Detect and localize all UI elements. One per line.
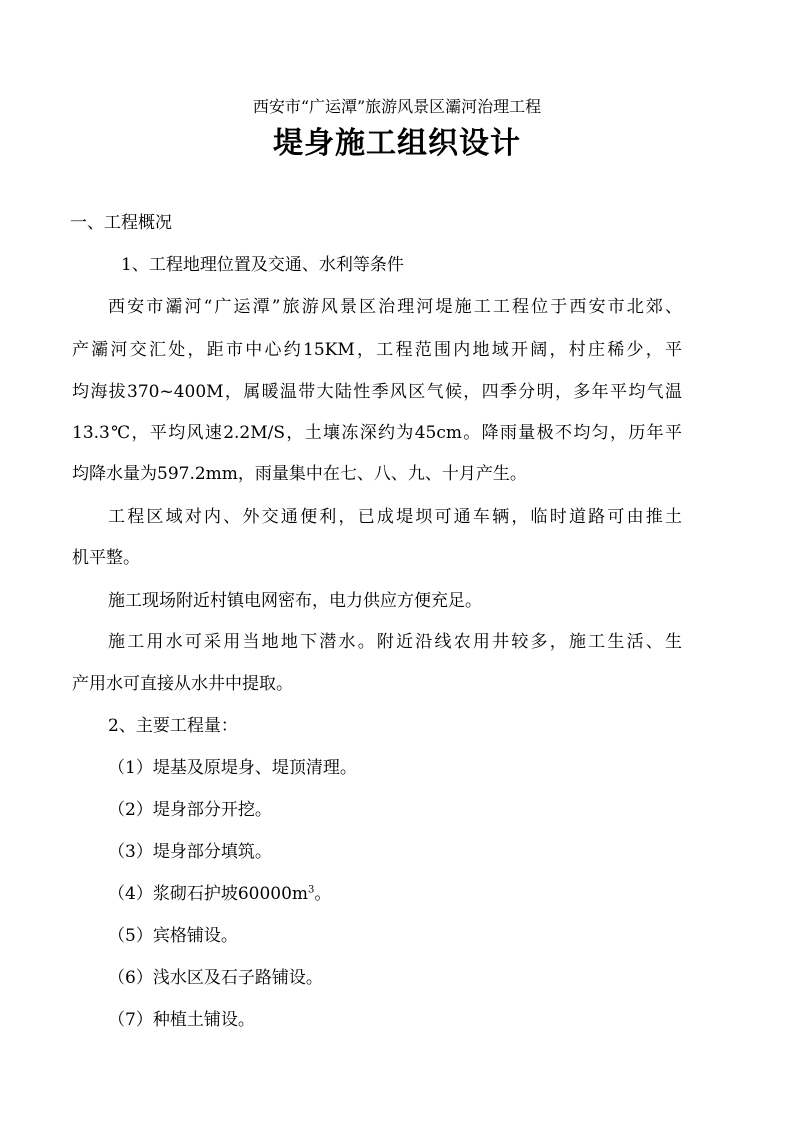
subsection-2-heading: 2、主要工程量： — [108, 716, 238, 736]
work-item-7: （7）种植土铺设。 — [108, 1010, 255, 1030]
document-title: 堤身施工组织设计 — [273, 126, 521, 161]
section-1-heading: 一、工程概况 — [70, 213, 172, 233]
paragraph-1-line-1: 西安市灞河“广运潭”旅游风景区治理河堤施工工程位于西安市北郊、 — [108, 297, 682, 317]
work-item-4-suffix: 。 — [314, 884, 332, 904]
work-item-3: （3）堤身部分填筑。 — [108, 842, 272, 862]
work-item-1: （1）堤基及原堤身、堤顶清理。 — [108, 758, 357, 778]
paragraph-3: 施工现场附近村镇电网密布，电力供应方便充足。 — [108, 591, 482, 611]
paragraph-4-line-1: 施工用水可采用当地地下潜水。附近沿线农用井较多，施工生活、生 — [108, 632, 682, 652]
paragraph-2-line-1: 工程区域对内、外交通便利，已成堤坝可通车辆，临时道路可由推土 — [108, 507, 682, 527]
work-item-6: （6）浅水区及石子路铺设。 — [108, 968, 323, 988]
paragraph-1-line-4: 13.3℃，平均风速2.2M/S，土壤冻深约为45cm。降雨量极不均匀，历年平 — [72, 423, 682, 443]
work-item-4-text: （4）浆砌石护坡60000m — [108, 884, 309, 904]
document-subtitle: 西安市“广运潭”旅游风景区灞河治理工程 — [252, 97, 542, 116]
paragraph-1-line-5: 均降水量为597.2mm，雨量集中在七、八、九、十月产生。 — [72, 464, 527, 484]
work-item-2: （2）堤身部分开挖。 — [108, 800, 272, 820]
work-item-5: （5）宾格铺设。 — [108, 926, 238, 946]
work-item-4 — [108, 883, 331, 905]
paragraph-4-line-2: 产用水可直接从水井中提取。 — [72, 674, 293, 694]
cubic-superscript: 3 — [308, 884, 315, 896]
paragraph-1-line-2: 产灞河交汇处，距市中心约15KM，工程范围内地域开阔，村庄稀少，平 — [72, 340, 682, 360]
paragraph-1-line-3: 均海拔370~400M，属暖温带大陆性季风区气候，四季分明，多年平均气温 — [72, 382, 682, 402]
paragraph-2-line-2: 机平整。 — [72, 548, 140, 568]
subsection-1-heading: 1、工程地理位置及交通、水利等条件 — [121, 255, 404, 275]
